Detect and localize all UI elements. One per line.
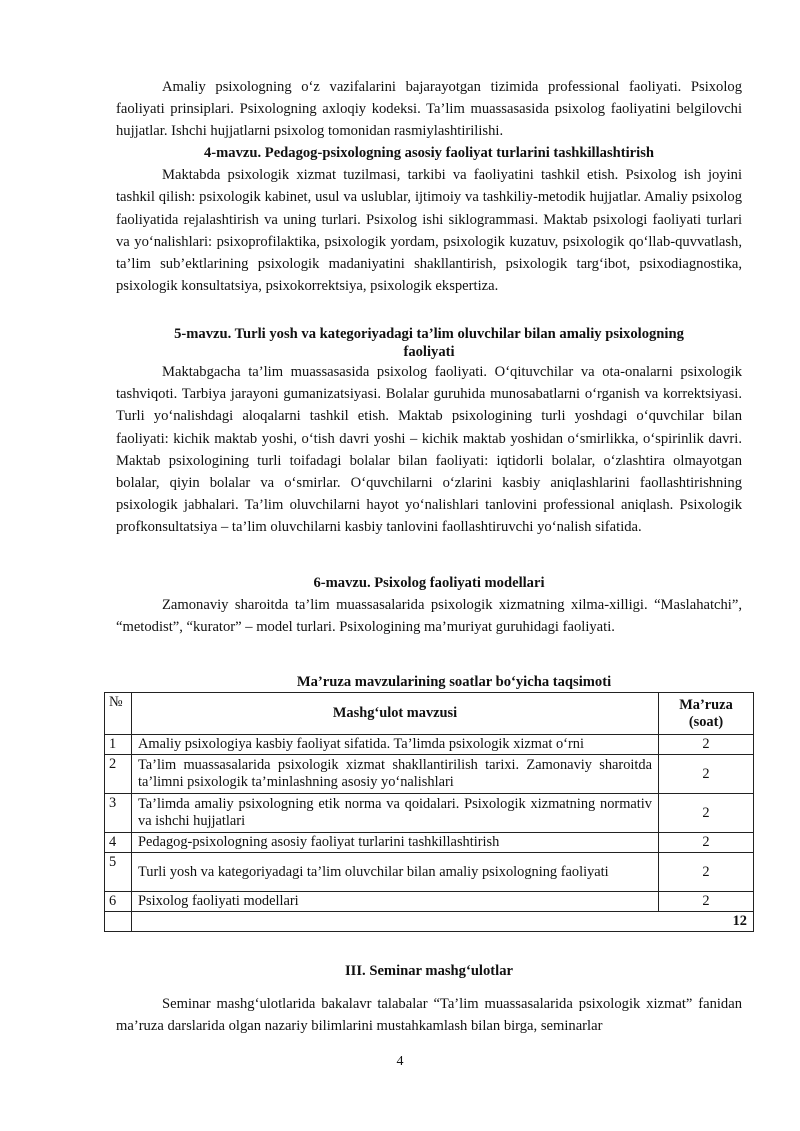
table-row [105, 853, 754, 892]
row-number: 2 [105, 755, 132, 794]
topic5-heading-line2: faoliyati [403, 344, 455, 360]
row-topic: Amaliy psixologiya kasbiy faoliyat sifatida. Ta’limda psixologik xizmat o‘rni [132, 735, 659, 755]
row-hours: 2 [659, 794, 754, 833]
row-topic: Ta’limda amaliy psixologning etik norma va qoidalari. Psixologik xizmatning normativ va ishchi hujjatlari [132, 794, 659, 833]
topic4-block [116, 142, 742, 297]
total-hours: 12 [132, 912, 754, 932]
row-topic: Psixolog faoliyati modellari [132, 892, 659, 912]
row-hours: 2 [659, 833, 754, 853]
row-number: 5 [105, 853, 132, 892]
section3-heading: III. Seminar mashg‘ulotlar [345, 963, 513, 979]
table-caption-block [116, 672, 742, 692]
section3-paragraph: Seminar mashg‘ulotlarida bakalavr talabalar “Ta’lim muassasalarida psixologik xizmat” fanidan ma’ruza darslarida olgan nazariy bilimlarini mustahkamlash bilan birga, seminarlar [116, 996, 742, 1035]
row-topic: Turli yosh va kategoriyadagi ta’lim oluvchilar bilan amaliy psixologning faoliyati [132, 853, 659, 892]
header-number: № [105, 693, 132, 735]
topic4-paragraph: Maktabda psixologik xizmat tuzilmasi, tarkibi va faoliyatini tashkil etish. Psixolog ish joyini tashkil qilish: psixologik kabinet, usul va uslublar, ijtimoiy va tashkiliy-metodik hujjatlar. Amaliy psixolog faoliyatida rejalashtirish va uning turlari. Psixolog ishi siklogrammasi. Maktab psixologi faoliyati turlari va yo‘nalishlari: psixoprofilaktika, psixologik yordam, psixologik kuzatuv, psixologik qo‘llab-quvvatlash, ta’lim sub’ektlarining psixologik madaniyatini shakllantirish, psixologik targ‘ibot, psixodiagnostika, psixologik konsultatsiya, psixokorrektsiya, psixologik ekspertiza. [116, 167, 742, 295]
page-number: 4 [396, 1054, 404, 1069]
intro-block [116, 76, 742, 143]
row-topic: Ta’lim muassasalarida psixologik xizmat shakllantirilish tarixi. Zamonaviy sharoitda ta’limni psixologik ta’minlashning asosiy yo‘nalishlari [132, 755, 659, 794]
row-hours: 2 [659, 892, 754, 912]
section3-block [116, 960, 742, 982]
table-header-row [105, 693, 754, 735]
row-topic: Pedagog-psixologning asosiy faoliyat turlarini tashkillashtirish [132, 833, 659, 853]
topic5-paragraph: Maktabgacha ta’lim muassasasida psixolog faoliyati. O‘qituvchilar va ota-onalarni psixologik tashviqoti. Tarbiya jarayoni gumanizatsiyasi. Bolalar guruhida munosabatlarni o‘rganish va korrektsiyasi. Turli yo‘nalishdagi aloqalarni tashkil etish. Maktab psixologining turli yoshdagi o‘quvchilar bilan faoliyati: kichik maktab yoshi, o‘tish davri yoshi – kichik maktab yoshidan o‘smirlikka, o‘spirinlik davri. Maktab psixologining turli toifadagi bolalar bilan faoliyati: iqtidorli bolalar, o‘zlashtira olmayotgan bolalar, qiyin bolalar va o‘smirlar. O‘quvchilarni o‘zlarini kasbiy aniqlashlarini faollashtirishning psixologik jabhalari. Ta’lim oluvchilarni hayot yo‘nalishlari tanlovini professional aniqlash. Psixologik profkonsultatsiya – ta’lim oluvchilarni kasbiy tanlovini faollashtiruvchi yo‘nalish sifatida. [116, 364, 742, 536]
header-topic: Mashg‘ulot mavzusi [132, 693, 659, 735]
row-hours: 2 [659, 853, 754, 892]
table-row [105, 794, 754, 833]
topic4-heading: 4-mavzu. Pedagog-psixologning asosiy faoliyat turlarini tashkillashtirish [203, 145, 655, 161]
row-number: 4 [105, 833, 132, 853]
header-hours: Ma’ruza (soat) [659, 693, 754, 735]
topic5-block [116, 325, 742, 539]
row-number: 6 [105, 892, 132, 912]
row-number: 3 [105, 794, 132, 833]
topic6-paragraph: Zamonaviy sharoitda ta’lim muassasalarida psixologik xizmatning xilma-xilligi. “Maslahatchi”, “metodist”, “kurator” – model turlari. Psixologining ma’muriyat guruhidagi faoliyati. [116, 597, 742, 636]
topic6-block [116, 572, 742, 639]
total-empty-cell [105, 912, 132, 932]
row-hours: 2 [659, 735, 754, 755]
row-number: 1 [105, 735, 132, 755]
topic6-heading: 6-mavzu. Psixolog faoliyati modellari [313, 575, 545, 591]
table-row [105, 833, 754, 853]
table-total-row [105, 912, 754, 932]
topic5-heading-line1: 5-mavzu. Turli yosh va kategoriyadagi ta’lim oluvchilar bilan amaliy psixologning [174, 326, 684, 342]
section3-paragraph-block [116, 993, 742, 1037]
table-row [105, 755, 754, 794]
row-hours: 2 [659, 755, 754, 794]
table-row [105, 892, 754, 912]
intro-paragraph: Amaliy psixologning o‘z vazifalarini bajarayotgan tizimida professional faoliyati. Psixolog faoliyati prinsiplari. Psixologning axloqiy kodeksi. Ta’lim muassasasida psixolog faoliyatini belgilovchi hujjatlar. Ishchi hujjatlarni psixolog tomonidan rasmiylashtirilishi. [116, 79, 742, 140]
lecture-hours-table [104, 692, 754, 932]
lecture-hours-table-wrap [104, 692, 754, 932]
table-caption: Ma’ruza mavzularining soatlar bo‘yicha taqsimoti [296, 674, 612, 690]
table-row [105, 735, 754, 755]
